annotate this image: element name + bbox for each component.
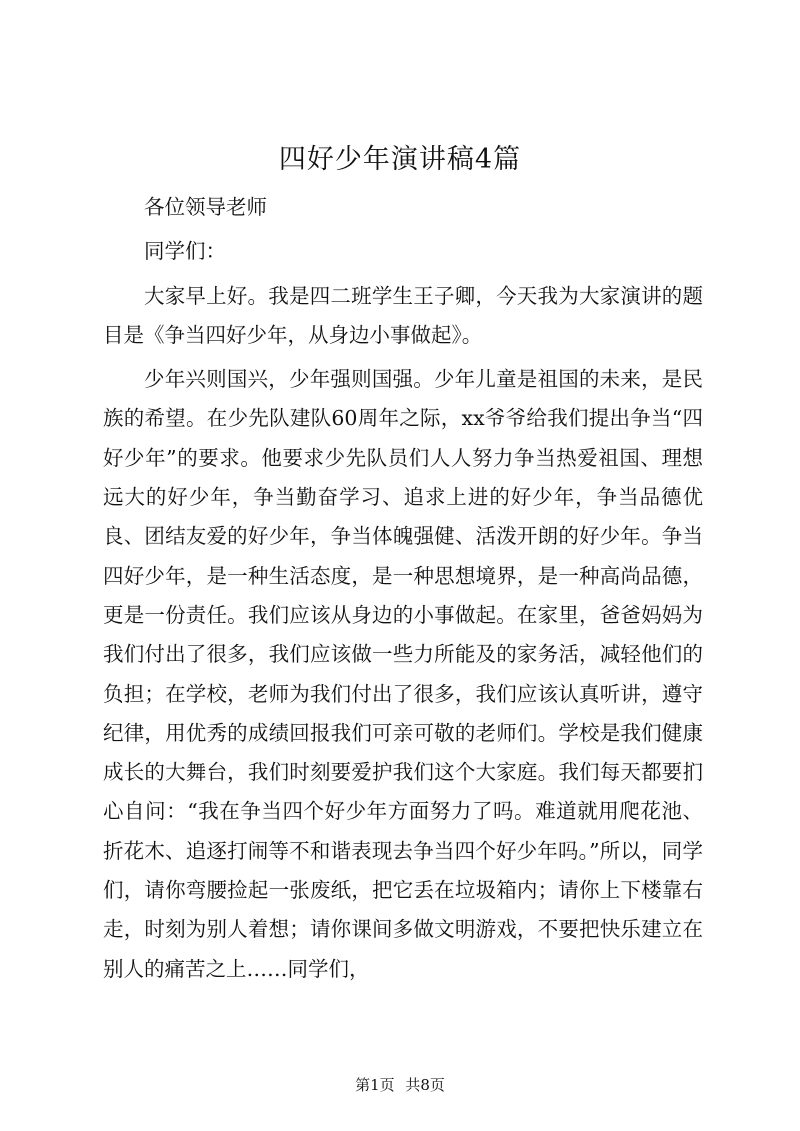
document-body bbox=[103, 188, 703, 989]
page-total: 共8页 bbox=[405, 1076, 445, 1094]
page-footer bbox=[0, 1075, 800, 1095]
salutation-classmates: 同学们： bbox=[144, 239, 226, 264]
page-number: 第1页 bbox=[355, 1076, 395, 1094]
document-title: 四好少年演讲稿4篇 bbox=[278, 144, 522, 175]
paragraph-greeting: 大家早上好。我是四二班学生王子卿，今天我为大家演讲的题目是《争当四好少年，从身边小事做起》。 bbox=[103, 283, 703, 347]
paragraph-main: 少年兴则国兴，少年强则国强。少年儿童是祖国的未来，是民族的希望。在少先队建队60周年之际，xx爷爷给我们提出争当“四好少年”的要求。他要求少先队员们人人努力争当热爱祖国、理想远大的好少年，争当勤奋学习、追求上进的好少年，争当品德优良、团结友爱的好少年，争当体魄强健、活泼开朗的好少年。争当四好少年，是一种生活态度，是一种思想境界，是一种高尚品德，更是一份责任。我们应该从身边的小事做起。在家里，爸爸妈妈为我们付出了很多，我们应该做一些力所能及的家务活，减轻他们的负担；在学校，老师为我们付出了很多，我们应该认真听讲，遵守纪律，用优秀的成绩回报我们可亲可敬的老师们。学校是我们健康成长的大舞台，我们时刻要爱护我们这个大家庭。我们每天都要扪心自问：“我在争当四个好少年方面努力了吗。难道就用爬花池、折花木、追逐打闹等不和谐表现去争当四个好少年吗。”所以，同学们，请你弯腰捡起一张废纸，把它丢在垃圾箱内；请你上下楼靠右走，时刻为别人着想；请你课间多做文明游戏，不要把快乐建立在别人的痛苦之上……同学们， bbox=[103, 367, 703, 981]
salutation-leaders: 各位领导老师 bbox=[144, 195, 267, 219]
